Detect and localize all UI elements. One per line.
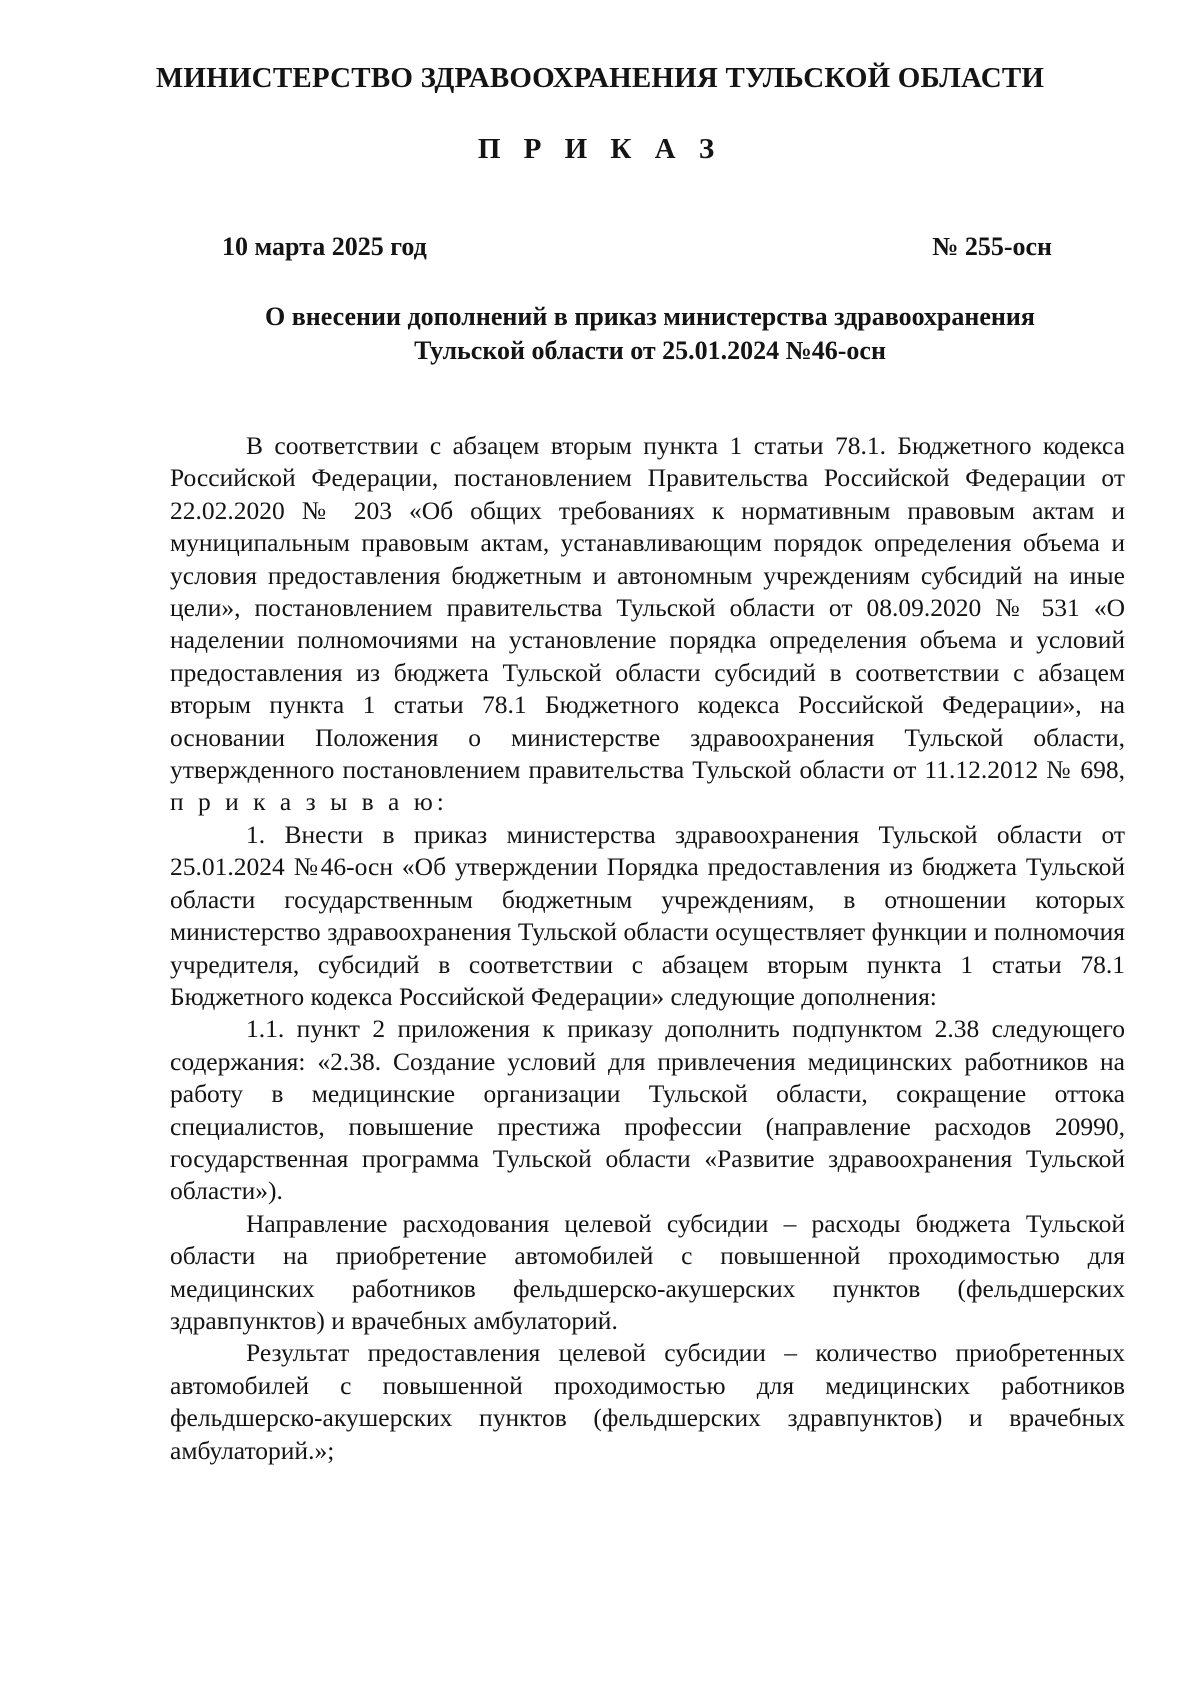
ministry-name: МИНИСТЕРСТВО ЗДРАВООХРАНЕНИЯ ТУЛЬСКОЙ ОБЛАСТИ — [155, 62, 1045, 94]
order-number: № 255-осн — [932, 232, 1052, 261]
order-body — [170, 430, 1125, 1467]
order-date: 10 марта 2025 год — [222, 232, 427, 261]
order-subject-line-2: Тульской области от 25.01.2024 №46-осн — [414, 336, 886, 365]
preamble-text: В соответствии с абзацем вторым пункта 1 статьи 78.1. Бюджетного кодекса Российской Федерации, постановлением Правительства Российской Федерации от 22.02.2020 № 203 «Об общих требованиях к нормативным правовым актам и муниципальным правовым актам, устанавливающим порядок определения объема и условия предоставления бюджетным и автономным учреждениям субсидий на иные цели», постановлением правительства Тульской области от 08.09.2020 № 531 «О наделении полномочиями на установление порядка определения объема и условий предоставления из бюджета Тульской области субсидий в соответствии с абзацем вторым пункта 1 статьи 78.1 Бюджетного кодекса Российской Федерации», на основании Положения о министерстве здравоохранения Тульской области, утвержденного постановлением правительства Тульской области от 11.12.2012 № 698, — [170, 431, 1125, 785]
item-1-1-paragraph: 1.1. пункт 2 приложения к приказу дополнить подпунктом 2.38 следующего содержания: «2.38. Создание условий для привлечения медицинских работников на работу в медицинские организации Тульской области, сокращение оттока специалистов, повышение престижа профессии (направление расходов 20990, государственная программа Тульской области «Развитие здравоохранения Тульской области»). — [170, 1014, 1125, 1206]
result-paragraph: Результат предоставления целевой субсидии – количество приобретенных автомобилей с повышенной проходимостью для медицинских работников фельдшерско-акушерских пунктов (фельдшерских здравпунктов) и врачебных амбулаторий.»; — [170, 1338, 1125, 1465]
orders-word: п р и к а з ы в а ю: — [170, 787, 448, 817]
document-type-title: П Р И К А З — [477, 133, 723, 165]
item-1-paragraph: 1. Внести в приказ министерства здравоохранения Тульской области от 25.01.2024 №46-осн «Об утверждении Порядка предоставления из бюджета Тульской области государственным бюджетным учреждениям, в отношении которых министерство здравоохранения Тульской области осуществляет функции и полномочия учредителя, субсидий в соответствии с абзацем вторым пункта 1 статьи 78.1 Бюджетного кодекса Российской Федерации» следующие дополнения: — [170, 819, 1125, 1011]
order-subject — [200, 300, 1100, 368]
order-subject-line-1: О внесении дополнений в приказ министерства здравоохранения — [265, 302, 1035, 331]
preamble-paragraph — [170, 430, 1125, 819]
direction-paragraph: Направление расходования целевой субсидии – расходы бюджета Тульской области на приобретение автомобилей с повышенной проходимостью для медицинских работников фельдшерско-акушерских пунктов (фельдшерских здравпунктов) и врачебных амбулаторий. — [170, 1208, 1125, 1335]
